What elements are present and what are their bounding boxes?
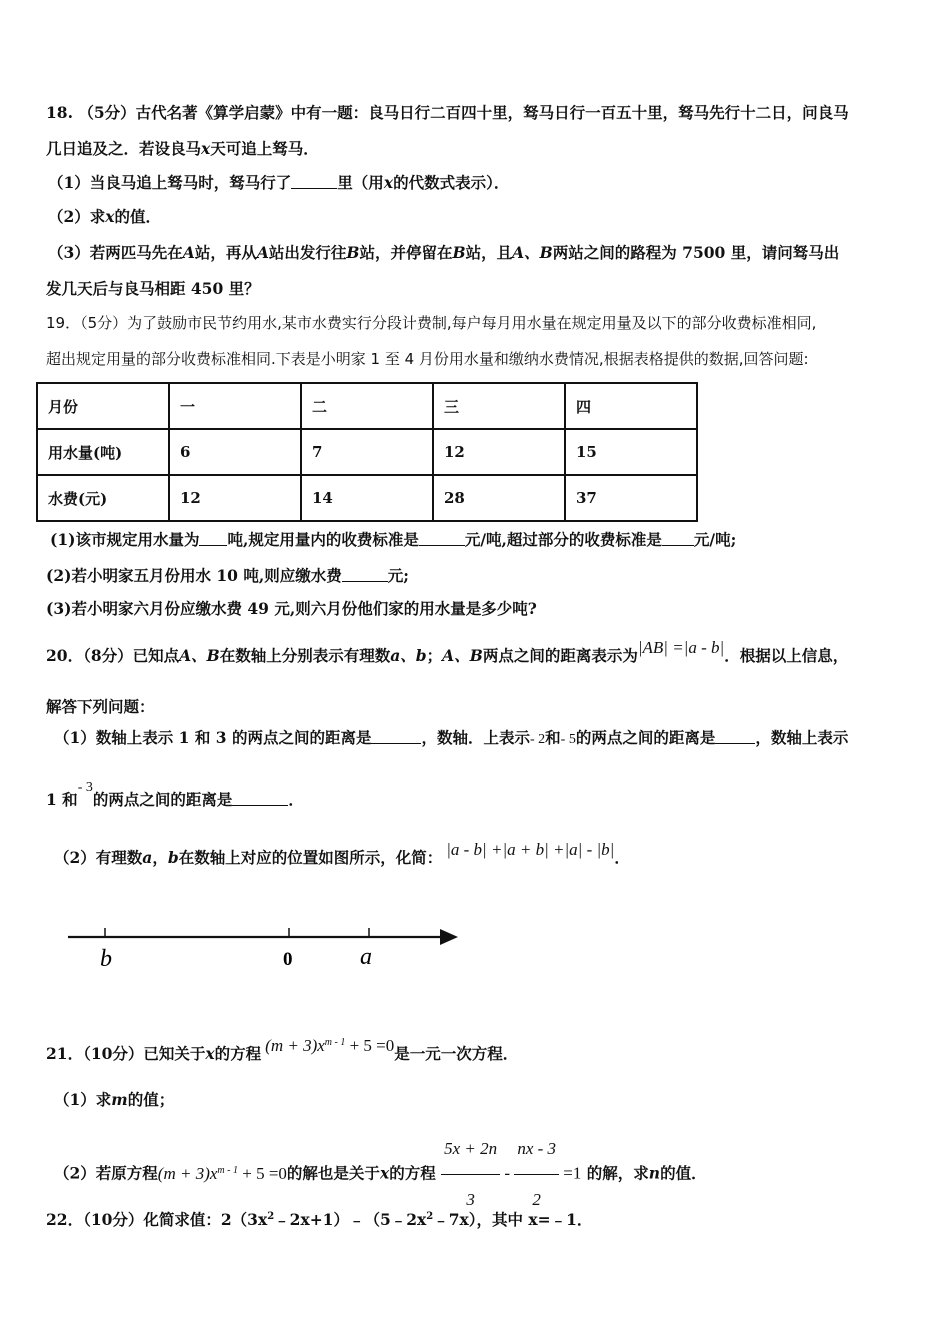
label-zero: 0 bbox=[283, 949, 293, 970]
q20-part1-line1: （1）数轴上表示 1 和 3 的两点之间的距离是 ，数轴．上表示- 2和- 5的两点之间的距离是 ，数轴上表示 bbox=[54, 728, 849, 747]
q19-stem-line2: 超出规定用量的部分收费标准相同.下表是小明家 1 至 4 月份用水量和缴纳水费情况,根据表格提供的数据,回答问题: bbox=[46, 350, 809, 368]
table-cell: 水费(元) bbox=[37, 475, 169, 521]
q19-part2: (2)若小明家五月份用水 10 吨,则应缴水费 元; bbox=[46, 566, 409, 585]
q20-stem-line1: 20．（8分）已知点A、B在数轴上分别表示有理数a、b；A、B两点之间的距离表示为|AB| =|a - b|．根据以上信息， bbox=[46, 638, 849, 665]
answer-blank[interactable] bbox=[291, 174, 337, 189]
q21-stem: 21．（10分）已知关于x的方程 $(m + 3)x^{m - 1} + 5 =0$是一元一次方程． bbox=[46, 1036, 519, 1064]
table-cell: 15 bbox=[565, 429, 697, 475]
water-fee-table bbox=[36, 382, 698, 522]
number-line-arrow-icon bbox=[440, 929, 458, 945]
answer-blank[interactable] bbox=[419, 531, 465, 546]
answer-blank[interactable] bbox=[342, 567, 388, 582]
q19-stem-line1: 19．（5分）为了鼓励市民节约用水,某市水费实行分段计费制,每户每月用水量在规定用量及以下的部分收费标准相同, bbox=[46, 314, 817, 332]
label-a: a bbox=[360, 944, 372, 970]
table-header-row bbox=[37, 383, 697, 429]
answer-blank[interactable] bbox=[232, 791, 288, 806]
q18-stem-line1: 18. （5分）古代名著《算学启蒙》中有一题：良马日行二百四十里，驽马日行一百五十里，驽马先行十二日，问良马 bbox=[46, 103, 849, 122]
table-cell: 用水量(吨) bbox=[37, 429, 169, 475]
fraction-first: $\frac{5x + 2n}{3}$ bbox=[441, 1126, 500, 1223]
simplify-expression: |a - b| +|a + b| +|a| - |b| bbox=[446, 840, 615, 859]
q18-part1: （1）当良马追上驽马时，驽马行了 里（用x的代数式表示）． bbox=[48, 173, 510, 192]
q18-part3-line1: （3）若两匹马先在A站，再从A站出发行往B站，并停留在B站，且A、B两站之间的路程为 7500 里，请问驽马出 bbox=[48, 243, 840, 262]
table-cell: 37 bbox=[565, 475, 697, 521]
q18-part3-line2: 发几天后与良马相距 450 里？ bbox=[46, 279, 260, 298]
table-row bbox=[37, 429, 697, 475]
distance-formula: |AB| =|a - b| bbox=[637, 638, 725, 657]
answer-blank[interactable] bbox=[371, 729, 421, 744]
equation-original: $(m + 3)x^{m - 1} + 5 =0$ bbox=[157, 1163, 287, 1183]
q20-stem-line2: 解答下列问题： bbox=[46, 697, 155, 716]
table-row bbox=[37, 475, 697, 521]
q18-stem-line2: 几日追及之．若设良马x天可追上驽马． bbox=[46, 139, 319, 158]
q20-part1-line2: 1 和- 3的两点之间的距离是 ． bbox=[46, 780, 304, 809]
answer-blank[interactable] bbox=[715, 729, 755, 744]
table-cell: 6 bbox=[169, 429, 301, 475]
table-cell: 一 bbox=[169, 383, 301, 429]
q21-part2: （2）若原方程$(m + 3)x^{m - 1} + 5 =0$的解也是关于x的方程 $\frac{5x + 2n}{3}$ - $\frac{nx - 3}{2}$ =1 的解，求n的值． bbox=[54, 1126, 707, 1223]
q20-part2: （2）有理数a，b在数轴上对应的位置如图所示，化简： |a - b| +|a + b| +|a| - |b|． bbox=[54, 840, 630, 867]
table-cell: 12 bbox=[169, 475, 301, 521]
q22-stem: 22．（10分）化简求值：$2(3x^2﹣2x+1)﹣(5﹣2x^2﹣7x)$，其中 x=﹣1． bbox=[46, 1210, 593, 1230]
table-cell: 14 bbox=[301, 475, 433, 521]
table-cell: 三 bbox=[433, 383, 565, 429]
q19-part1: (1)该市规定用水量为 吨,规定用量内的收费标准是 元/吨,超过部分的收费标准是 元/吨; bbox=[50, 530, 737, 549]
q19-part3: (3)若小明家六月份应缴水费 49 元,则六月份他们家的用水量是多少吨? bbox=[46, 599, 537, 618]
label-b: b bbox=[100, 946, 112, 972]
q18-part2: （2）求x的值． bbox=[48, 207, 162, 226]
number-line bbox=[60, 920, 470, 980]
answer-blank[interactable] bbox=[662, 531, 694, 546]
table-cell: 月份 bbox=[37, 383, 169, 429]
q21-part1: （1）求m的值； bbox=[54, 1090, 175, 1109]
fraction-second: $\frac{nx - 3}{2}$ bbox=[514, 1126, 559, 1223]
answer-blank[interactable] bbox=[199, 531, 227, 546]
table-cell: 12 bbox=[433, 429, 565, 475]
table-cell: 二 bbox=[301, 383, 433, 429]
table-cell: 7 bbox=[301, 429, 433, 475]
equation-main: $(m + 3)x^{m - 1} + 5 =0$ bbox=[265, 1036, 395, 1056]
table-cell: 28 bbox=[433, 475, 565, 521]
table-cell: 四 bbox=[565, 383, 697, 429]
